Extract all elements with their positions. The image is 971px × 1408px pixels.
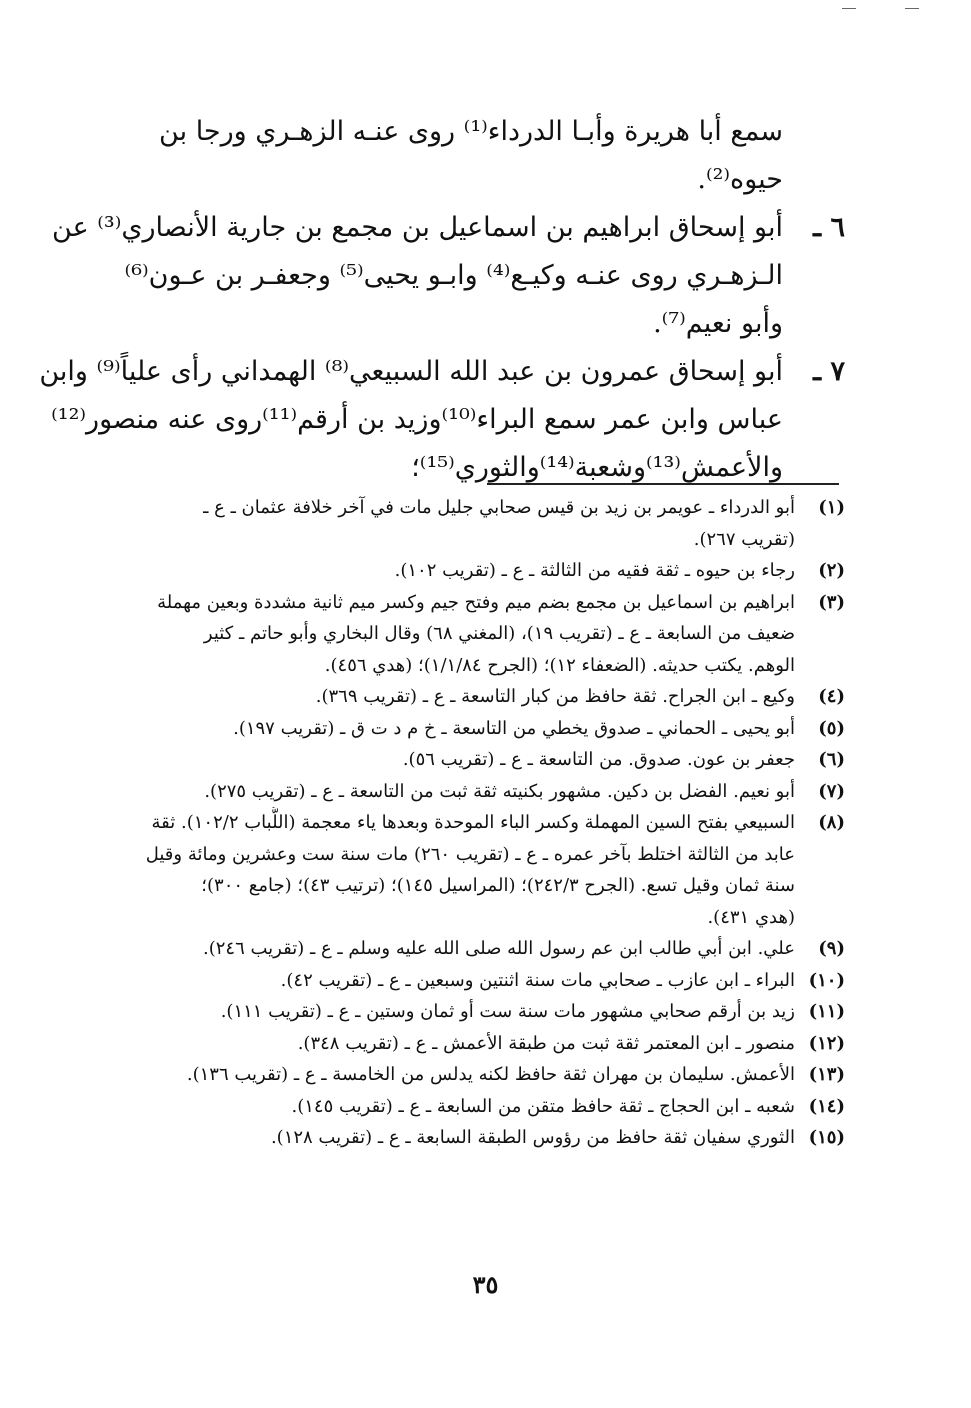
text-line: أبو إسحاق ابراهيم بن اسماعيل بن مجمع بن جارية الأنصاري⁽³⁾ عن xyxy=(52,212,783,243)
footnote-text xyxy=(140,1059,795,1091)
footnote-6 xyxy=(140,744,845,776)
footnote-3 xyxy=(140,587,845,682)
footnote-number: (١٥) xyxy=(808,1127,845,1148)
footnote-separator xyxy=(487,483,839,485)
footnote-12 xyxy=(140,1028,845,1060)
footnote-line: (تقريب ٢٦٧). xyxy=(693,528,795,550)
footnote-line: رجاء بن حيوه ـ ثقة فقيه من الثالثة ـ ع ـ (تقريب ١٠٢). xyxy=(394,560,795,581)
footnote-line: منصور ـ ابن المعتمر ثقة ثبت من طبقة الأعمش ـ ع ـ (تقريب ٣٤٨). xyxy=(297,1032,795,1054)
footnote-text xyxy=(140,1122,795,1154)
footnote-9 xyxy=(140,933,845,965)
footnote-number: (١٢) xyxy=(808,1032,845,1054)
footnote-line: البراء ـ ابن عازب ـ صحابي مات سنة اثنتين وسبعين ـ ع ـ (تقريب ٤٢). xyxy=(280,969,795,991)
footnote-number: (٨) xyxy=(818,812,845,833)
narrator-entry-7 xyxy=(39,348,845,492)
footnote-text xyxy=(140,713,795,745)
footnote-line: ابراهيم بن اسماعيل بن مجمع بضم ميم وفتح جيم وكسر ميم ثانية مشددة وبعين مهملة xyxy=(157,591,795,613)
scan-edge-mark-1 xyxy=(842,8,856,9)
footnote-line: علي. ابن أبي طالب ابن عم رسول الله صلى الله عليه وسلم ـ ع ـ (تقريب ٢٤٦). xyxy=(203,938,795,959)
page-number: ٣٥ xyxy=(472,1270,499,1299)
intro-paragraph xyxy=(140,108,845,204)
footnote-line: زيد بن أرقم صحابي مشهور مات سنة ست أو ثمان وستين ـ ع ـ (تقريب ١١١). xyxy=(220,1001,795,1022)
footnote-text xyxy=(140,1091,795,1123)
footnote-15 xyxy=(140,1122,845,1154)
footnote-line: أبو نعيم. الفضل بن دكين. مشهور بكنيته ثقة ثبت من التاسعة ـ ع ـ (تقريب ٢٧٥). xyxy=(204,780,795,802)
footnote-line: وكيع ـ ابن الجراح. ثقة حافظ من كبار التاسعة ـ ع ـ (تقريب ٣٦٩). xyxy=(315,686,795,707)
footnote-text xyxy=(140,744,795,776)
footnote-text xyxy=(140,681,795,713)
footnote-13 xyxy=(140,1059,845,1091)
entry-number: ٧ ـ xyxy=(813,356,845,387)
footnote-1 xyxy=(140,492,845,555)
text-line: حيوه⁽²⁾. xyxy=(697,164,783,195)
footnote-line: الوهم. يكتب حديثه. (الضعفاء ١٢)؛ (الجرح ١/١/٨٤)؛ (هدي ٤٥٦). xyxy=(324,654,795,676)
footnote-text xyxy=(140,587,795,682)
footnote-2 xyxy=(140,555,845,587)
footnote-line: السبيعي بفتح السين المهملة وكسر الباء الموحدة وبعدها ياء معجمة (اللُّباب ١٠٢/٢). ثقة xyxy=(151,812,795,833)
narrator-entry-6 xyxy=(52,204,845,348)
footnote-line: (هدي ٤٣١). xyxy=(707,906,795,928)
text-line: عباس وابن عمر سمع البراء⁽¹⁰⁾وزيد بن أرقم⁽¹¹⁾روى عنه منصور⁽¹²⁾ xyxy=(51,404,783,435)
footnote-line: أبو يحيى ـ الحماني ـ صدوق يخطي من التاسعة ـ خ م د ت ق ـ (تقريب ١٩٧). xyxy=(233,717,795,739)
footnote-line: شعبه ـ ابن الحجاج ـ ثقة حافظ متقن من السابعة ـ ع ـ (تقريب ١٤٥). xyxy=(291,1095,795,1117)
text-line: الـزهـري روى عنـه وكيـع⁽⁴⁾ وابـو يحيى⁽⁵⁾ وجعفـر بن عـون⁽⁶⁾ xyxy=(124,260,783,291)
footnote-number: (٤) xyxy=(818,686,845,707)
footnote-number: (٩) xyxy=(818,938,845,959)
footnote-text xyxy=(140,965,795,997)
footnote-text xyxy=(140,807,795,933)
footnote-14 xyxy=(140,1091,845,1123)
footnote-11 xyxy=(140,996,845,1028)
footnote-text xyxy=(140,933,795,965)
footnote-number: (١٠) xyxy=(808,969,845,991)
footnote-number: (٧) xyxy=(818,780,845,802)
footnote-line: الثوري سفيان ثقة حافظ من رؤوس الطبقة السابعة ـ ع ـ (تقريب ١٢٨). xyxy=(270,1127,795,1148)
footnote-number: (١٤) xyxy=(808,1095,845,1117)
entry-text xyxy=(52,204,783,348)
footnote-text xyxy=(140,776,795,808)
footnote-number: (٣) xyxy=(818,591,845,613)
footnote-7 xyxy=(140,776,845,808)
text-line: سمع أبا هريرة وأبـا الدرداء⁽¹⁾ روى عنـه الزهـري ورجا بن xyxy=(159,116,783,147)
footnote-number: (٢) xyxy=(818,560,845,581)
footnote-number: (١٣) xyxy=(808,1064,845,1085)
footnotes xyxy=(140,492,845,1154)
footnote-number: (١) xyxy=(818,497,845,518)
footnote-line: جعفر بن عون. صدوق. من التاسعة ـ ع ـ (تقريب ٥٦). xyxy=(402,749,795,770)
text-line: أبو إسحاق عمرون بن عبد الله السبيعي⁽⁸⁾ الهمداني رأى علياً⁽⁹⁾ وابن xyxy=(39,356,783,387)
footnote-number: (١١) xyxy=(808,1001,845,1022)
entry-text xyxy=(39,348,783,492)
footnote-text xyxy=(140,555,795,587)
footnote-line: أبو الدرداء ـ عويمر بن زيد بن قيس صحابي جليل مات في آخر خلافة عثمان ـ ع ـ xyxy=(203,497,795,518)
footnote-text xyxy=(140,996,795,1028)
footnote-line: ضعيف من السابعة ـ ع ـ (تقريب ١٩)، (المغني ٦٨) وقال البخاري وأبو حاتم ـ كثير xyxy=(203,623,795,644)
footnote-line: سنة ثمان وقيل تسع. (الجرح ٢٤٢/٣)؛ (المراسيل ١٤٥)؛ (ترتيب ٤٣)؛ (جامع ٣٠٠)؛ xyxy=(201,875,795,896)
footnote-line: عابد من الثالثة اختلط بآخر عمره ـ ع ـ (تقريب ٢٦٠) مات سنة ست وعشرين ومائة وقيل xyxy=(145,843,795,865)
footnote-text xyxy=(140,1028,795,1060)
text-line: وأبو نعيم⁽⁷⁾. xyxy=(653,308,783,339)
footnote-4 xyxy=(140,681,845,713)
footnote-8 xyxy=(140,807,845,933)
footnote-5 xyxy=(140,713,845,745)
scan-edge-mark-2 xyxy=(905,8,919,9)
text-line: والأعمش⁽¹³⁾وشعبة⁽¹⁴⁾والثوري⁽¹⁵⁾؛ xyxy=(411,452,783,483)
footnote-10 xyxy=(140,965,845,997)
footnote-line: الأعمش. سليمان بن مهران ثقة حافظ لكنه يدلس من الخامسة ـ ع ـ (تقريب ١٣٦). xyxy=(186,1064,795,1085)
footnote-number: (٦) xyxy=(818,749,845,770)
main-text xyxy=(39,108,845,492)
footnote-text xyxy=(140,492,795,555)
entry-number: ٦ ـ xyxy=(813,212,845,243)
footnote-number: (٥) xyxy=(818,717,845,739)
